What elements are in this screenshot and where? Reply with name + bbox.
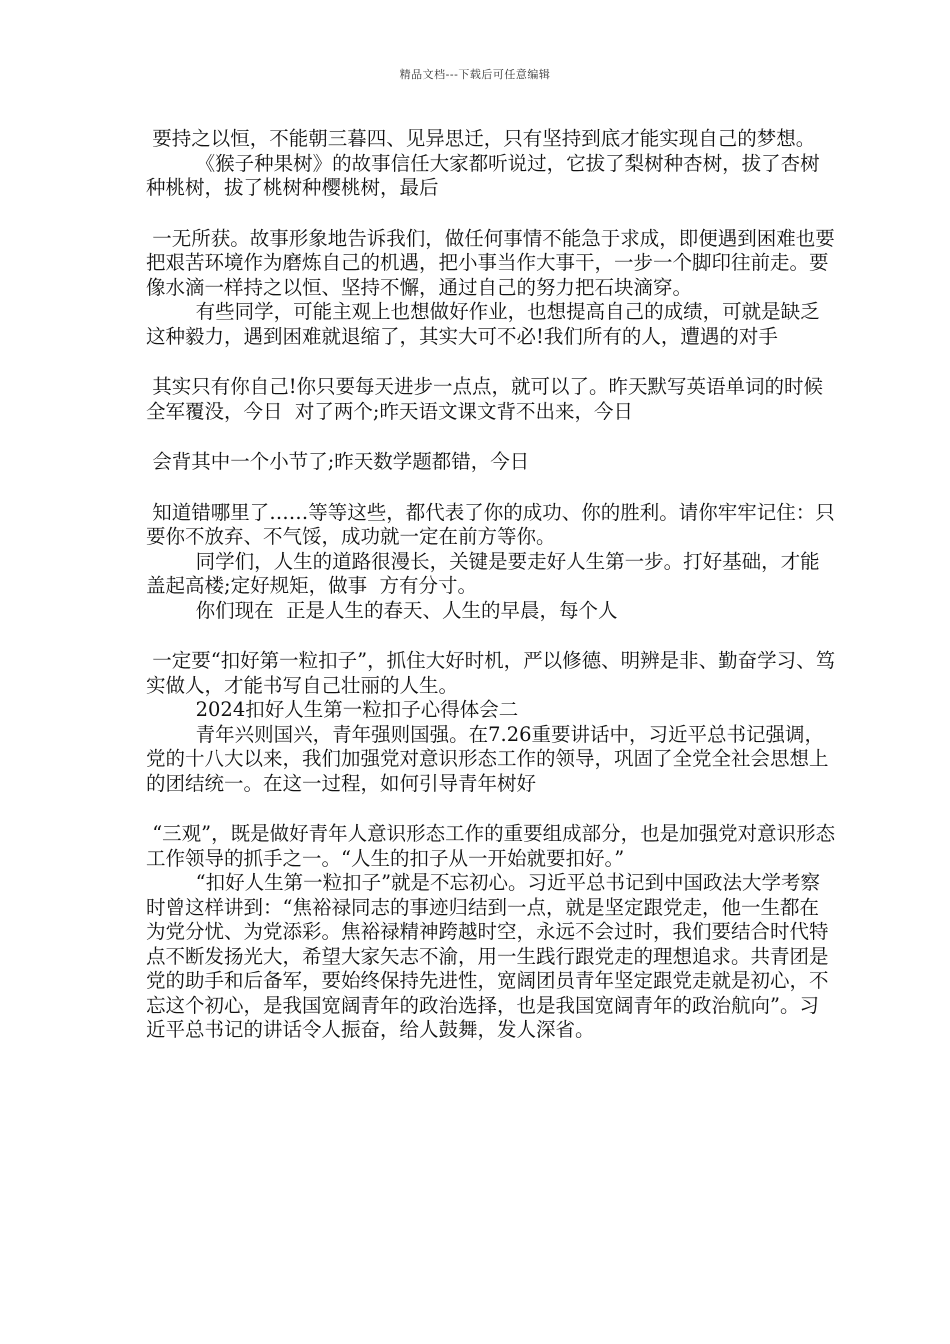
paragraph-14: “扣好人生第一粒扣子”就是不忘初心。习近平总书记到中国政法大学考察时曾这样讲到：“焦裕禄同志的事迹归结到一点，就是坚定跟党走，他一生都在为党分忧、为党添彩。焦裕禄精神跨越时空，永远不会过时，我们要结合时代特点不断发扬光大，希望大家矢志不渝，用一生践行跟党走的理想追求。共青团是党的助手和后备军，要始终保持先进性，宽阔团员青年坚定跟党走就是初心，不忘这个初心，是我国宽阔青年的政治选择，也是我国宽阔青年的政治航向”。习近平总书记的讲话令人振奋，给人鼓舞，发人深省。 [146,871,829,1041]
paragraph-8: 同学们，人生的道路很漫长，关键是要走好人生第一步。打好基础，才能 盖起高楼;定好规矩，做事 方有分寸。 [146,549,833,597]
paragraph-1: 要持之以恒，不能朝三暮四、见异思迁，只有坚持到底才能实现自己的梦想。 [146,127,816,150]
paragraph-7: 知道错哪里了……等等这些，都代表了你的成功、你的胜利。请你牢牢记住：只要你不放弃、不气馁，成功就一定在前方等你。 [146,500,835,548]
paragraph-10: 一定要“扣好第一粒扣子”，抓住大好时机，严以修德、明辨是非、勤奋学习、笃实做人，才能书写自己壮丽的人生。 [146,649,836,697]
paragraph-2: 《猴子种果树》的故事信任大家都听说过，它拔了梨树种杏树，拔了杏树种桃树，拔了桃树种樱桃树，最后 [146,151,820,199]
section-heading: 2024扣好人生第一粒扣子心得体会二 [146,698,519,721]
spacer [146,623,836,649]
spacer [146,796,836,822]
paragraph-3: 一无所获。故事形象地告诉我们，做任何事情不能急于求成，即便遇到困难也要把艰苦环境作为磨炼自己的机遇，把小事当作大事干，一步一个脚印往前走。要像水滴一样持之以恒、坚持不懈，通过自己的努力把石块滴穿。 [146,226,835,299]
paragraph-5: 其实只有你自己!你只要每天进步一点点，就可以了。昨天默写英语单词的时候全军覆没，今日 对了两个;昨天语文课文背不出来，今日 [146,375,824,423]
document-body [146,127,836,1043]
paragraph-9: 你们现在 正是人生的春天、人生的早晨，每个人 [146,598,618,622]
paragraph-6: 会背其中一个小节了;昨天数学题都错，今日 [146,450,530,473]
spacer [146,349,836,375]
page-header: 精品文档---下载后可任意编辑 [399,68,551,81]
spacer [146,475,836,501]
paragraph-4: 有些同学，可能主观上也想做好作业，也想提高自己的成绩，可就是缺乏这种毅力，遇到困难就退缩了，其实大可不必!我们所有的人，遭遇的对手 [146,300,820,348]
spacer [146,424,836,450]
spacer [146,201,836,227]
paragraph-12: 青年兴则国兴，青年强则国强。在7.26重要讲话中，习近平总书记强调，党的十八大以来，我们加强党对意识形态工作的领导，巩固了全党全社会思想上的团结统一。在这一过程，如何引导青年树好 [146,722,829,795]
paragraph-13: “三观”，既是做好青年人意识形态工作的重要组成部分，也是加强党对意识形态工作领导的抓手之一。“人生的扣子从一开始就要扣好。” [146,822,836,870]
